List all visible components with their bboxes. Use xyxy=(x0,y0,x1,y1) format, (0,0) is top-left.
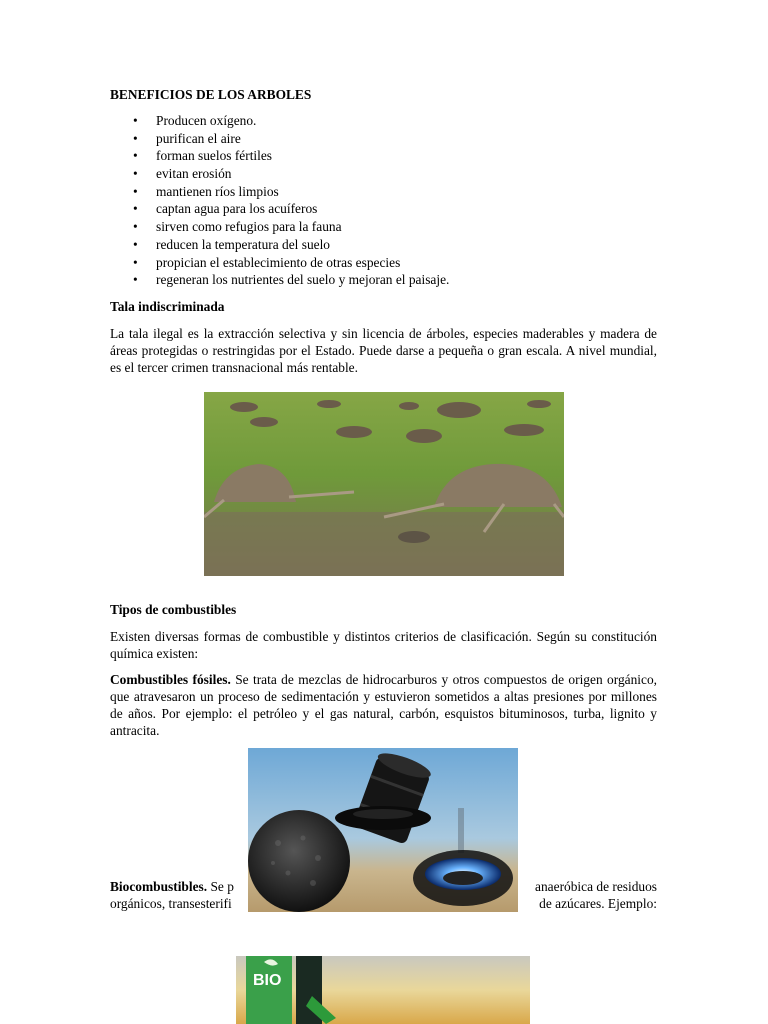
list-item: • regeneran los nutrientes del suelo y mejoran el paisaje. xyxy=(133,271,693,289)
tipos-heading: Tipos de combustibles xyxy=(110,602,237,617)
tala-heading: Tala indiscriminada xyxy=(110,299,225,314)
list-item: • mantienen ríos limpios xyxy=(133,183,693,201)
bio-badge: BIO xyxy=(253,972,282,989)
bio-line1-right: anaeróbica de residuos xyxy=(535,879,657,894)
page-title: BENEFICIOS DE LOS ARBOLES xyxy=(110,87,312,102)
list-item: • purifican el aire xyxy=(133,130,693,148)
list-item: • reducen la temperatura del suelo xyxy=(133,236,693,254)
bio-line2-right: de azúcares. Ejemplo: xyxy=(539,896,657,911)
list-item: • sirven como refugios para la fauna xyxy=(133,218,693,236)
tipos-paragraph: Existen diversas formas de combustible y distintos criterios de clasificación. Según su constitución química existen: xyxy=(110,629,657,661)
bio-line1-left xyxy=(110,878,234,895)
fosiles-text: Se trata de mezclas de hidrocarburos y otros compuestos de origen orgánico, que atravesaron un proceso de sedimentación y estuvieron sometidos a altas presiones por millones de años. Por ejemplo: el petróleo y el gas natural, carbón, esquistos bituminosos, turba, lignito y antracita. xyxy=(110,672,657,738)
list-item: • evitan erosión xyxy=(133,165,693,183)
biofuel-image xyxy=(236,956,530,1024)
benefits-list xyxy=(133,112,693,289)
tala-paragraph: La tala ilegal es la extracción selectiva y sin licencia de árboles, especies maderables y madera de áreas protegidas o restringidas por el Estado. Puede darse a pequeña o gran escala. A nivel mundial, es el tercer crimen transnacional más rentable. xyxy=(110,326,657,375)
list-item: • captan agua para los acuíferos xyxy=(133,200,693,218)
fosiles-term: Combustibles fósiles. xyxy=(110,672,231,687)
list-item: • Producen oxígeno. xyxy=(133,112,693,130)
bio-line2-left: orgánicos, transesterifi xyxy=(110,896,232,911)
fosiles-paragraph xyxy=(110,671,657,739)
deforestation-photo xyxy=(204,392,564,576)
bio-term: Biocombustibles. xyxy=(110,879,208,894)
fossil-fuels-image xyxy=(248,748,518,912)
bio-text-start: Se p xyxy=(207,879,234,894)
list-item: • propician el establecimiento de otras especies xyxy=(133,254,693,272)
list-item: • forman suelos fértiles xyxy=(133,147,693,165)
